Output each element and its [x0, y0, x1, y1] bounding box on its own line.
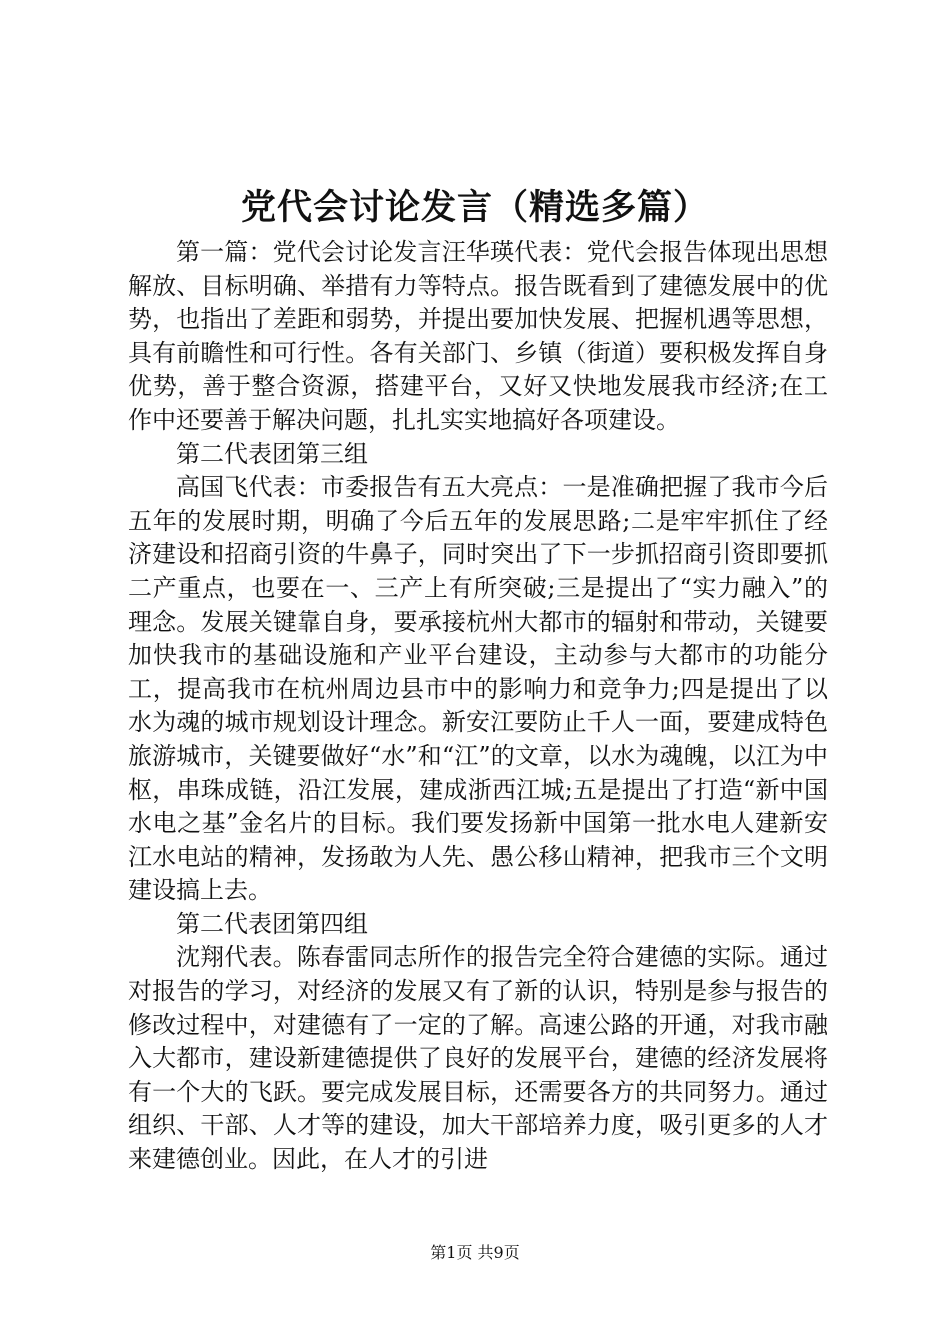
document-title: 党代会讨论发言（精选多篇）	[240, 187, 709, 228]
section-heading-group-4: 第二代表团第四组	[176, 909, 368, 938]
paragraph-3: 沈翔代表。陈春雷同志所作的报告完全符合建德的实际。通过对报告的学习，对经济的发展又有了新的认识，特别是参与报告的修改过程中，对建德有了一定的了解。高速公路的开通，对我市融入大都市，建设新建德提供了良好的发展平台，建德的经济发展将有一个大的飞跃。要完成发展目标，还需要各方的共同努力。通过组织、干部、人才等的建设，加大干部培养力度，吸引更多的人才来建德创业。因此，在人才的引进	[128, 943, 828, 1174]
page-number-footer: 第1页 共9页	[430, 1243, 520, 1262]
paragraph-2: 高国飞代表：市委报告有五大亮点：一是准确把握了我市今后五年的发展时期，明确了今后五年的发展思路;二是牢牢抓住了经济建设和招商引资的牛鼻子，同时突出了下一步抓招商引资即要抓二产重点，也要在一、三产上有所突破;三是提出了“实力融入”的理念。发展关键靠自身，要承接杭州大都市的辐射和带动，关键要加快我市的基础设施和产业平台建设，主动参与大都市的功能分工，提高我市在杭州周边县市中的影响力和竞争力;四是提出了以水为魂的城市规划设计理念。新安江要防止千人一面，要建成特色旅游城市，关键要做好“水”和“江”的文章，以水为魂魄，以江为中枢，串珠成链，沿江发展，建成浙西江城;五是提出了打造“新中国水电之基”金名片的目标。我们要发扬新中国第一批水电人建新安江水电站的精神，发扬敢为人先、愚公移山精神，把我市三个文明建设搞上去。	[128, 473, 828, 905]
paragraph-1: 第一篇：党代会讨论发言汪华瑛代表：党代会报告体现出思想解放、目标明确、举措有力等特点。报告既看到了建德发展中的优势，也指出了差距和弱势，并提出要加快发展、把握机遇等思想，具有前瞻性和可行性。各有关部门、乡镇（街道）要积极发挥自身优势，善于整合资源，搭建平台，又好又快地发展我市经济;在工作中还要善于解决问题，扎扎实实地搞好各项建设。	[128, 238, 828, 434]
document-body	[128, 236, 828, 1177]
section-heading-group-3: 第二代表团第三组	[176, 439, 368, 468]
